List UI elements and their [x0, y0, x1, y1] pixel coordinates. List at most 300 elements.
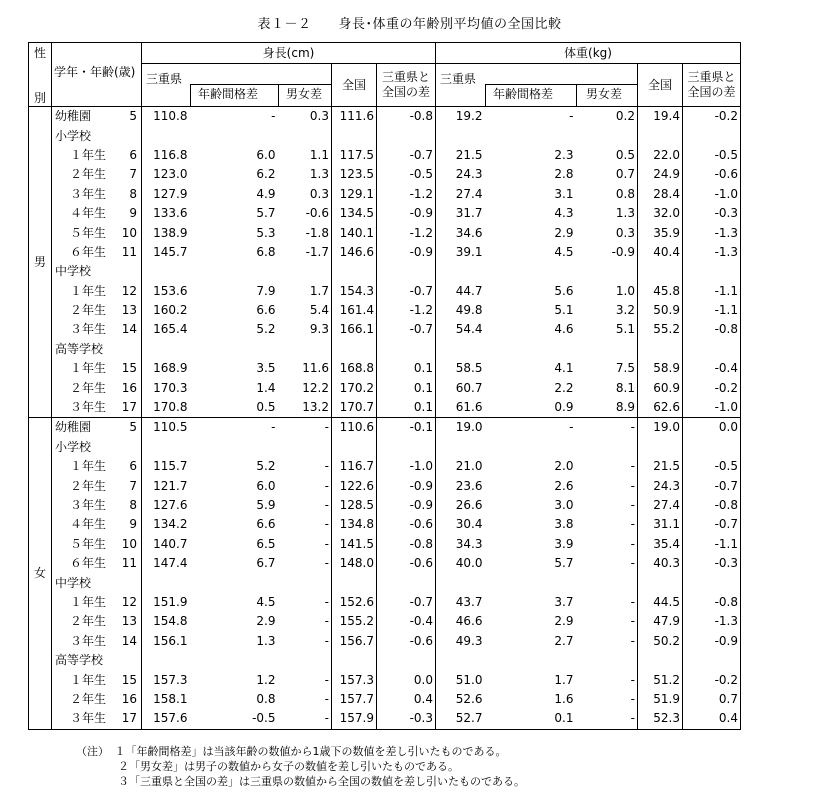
height-cell: [278, 438, 332, 457]
weight-cell: -1.1: [683, 301, 741, 320]
weight-group-header: 体重(kg): [436, 43, 741, 64]
height-cell: 110.6: [332, 418, 377, 438]
weight-cell: -1.3: [683, 223, 741, 242]
table-body: [29, 107, 741, 730]
height-cell: 170.2: [332, 378, 377, 397]
weight-cell: 62.6: [638, 398, 683, 418]
weight-cell: -0.5: [683, 457, 741, 476]
height-cell: 157.3: [142, 670, 190, 689]
row-label: １年生 6: [52, 457, 142, 476]
weight-cell: [576, 262, 638, 281]
weight-cell: 0.9: [485, 398, 576, 418]
weight-cell: 4.6: [554, 322, 574, 337]
weight-cell: 44.7: [436, 282, 485, 301]
height-cell: 13.2: [278, 398, 332, 418]
weight-cell: 3.7: [554, 594, 574, 609]
height-cell: -: [278, 418, 332, 438]
weight-cell: 1.6: [554, 691, 574, 706]
weight-cell: -0.2: [683, 670, 741, 689]
height-cell: [377, 340, 436, 359]
table-row: [29, 185, 741, 204]
table-row: [29, 301, 741, 320]
height-cell: 116.7: [332, 457, 377, 476]
weight-cell: -1.1: [683, 535, 741, 554]
weight-cell: [683, 126, 741, 145]
height-cell: 1.7: [278, 282, 332, 301]
height-cell: 0.1: [377, 359, 436, 378]
height-cell: -: [278, 670, 332, 689]
height-cell: [190, 651, 278, 670]
note-3: ３「三重県と全国の差」は三重県の数値から全国の数値を差し引いたものである。: [118, 775, 525, 788]
weight-cell: [436, 438, 485, 457]
height-cell: 170.3: [142, 378, 190, 397]
row-label: ２年生 7: [52, 476, 142, 495]
height-cell: [377, 262, 436, 281]
height-cell: [332, 651, 377, 670]
weight-cell: 47.9: [638, 612, 683, 631]
weight-cell: 24.3: [638, 476, 683, 495]
weight-cell: -: [576, 709, 638, 729]
height-cell: -0.7: [377, 282, 436, 301]
weight-cell: [485, 126, 576, 145]
row-label: ４年生 9: [52, 204, 142, 223]
height-cell: [278, 262, 332, 281]
weight-cell: 31.7: [436, 204, 485, 223]
weight-cell: -: [576, 535, 638, 554]
weight-cell: [683, 573, 741, 592]
table-row: [29, 204, 741, 223]
height-cell: -: [278, 535, 332, 554]
height-cell: 1.3: [256, 633, 276, 648]
weight-cell: 40.0: [436, 554, 485, 573]
weight-cell: 24.3: [436, 165, 485, 184]
weight-cell: 26.6: [436, 496, 485, 515]
height-cell: 147.4: [142, 554, 190, 573]
weight-cell: 5.6: [554, 283, 574, 298]
weight-cell: [485, 651, 576, 670]
height-cell: -0.3: [377, 709, 436, 729]
weight-cell: 40.3: [638, 554, 683, 573]
weight-cell: -: [576, 593, 638, 612]
height-cell: 134.2: [142, 515, 190, 534]
weight-cell: 2.2: [554, 380, 574, 395]
height-cell: 170.8: [142, 398, 190, 418]
weight-cell: 21.0: [436, 457, 485, 476]
height-cell: 157.7: [332, 690, 377, 709]
height-cell: 133.6: [142, 204, 190, 223]
weight-cell: 34.6: [436, 223, 485, 242]
weight-cell: 21.5: [638, 457, 683, 476]
height-cell: 161.4: [332, 301, 377, 320]
table-row: [29, 359, 741, 378]
height-cell: 0.0: [377, 670, 436, 689]
weight-cell: 44.5: [638, 593, 683, 612]
height-cell: -: [278, 612, 332, 631]
height-cell: -: [278, 709, 332, 729]
height-cell: 140.7: [142, 535, 190, 554]
height-cell: [142, 126, 190, 145]
row-label: 中学校: [52, 573, 142, 592]
row-label: １年生 15: [52, 359, 142, 378]
weight-cell: 51.9: [638, 690, 683, 709]
row-label: 高等学校: [52, 340, 142, 359]
weight-cell: -: [576, 632, 638, 651]
weight-cell: 19.0: [436, 418, 485, 438]
height-cell: 127.9: [142, 185, 190, 204]
weight-cell: 34.3: [436, 535, 485, 554]
table-title: 表１－２ 身長･体重の年齢別平均値の全国比較: [257, 17, 562, 32]
table-row: [29, 670, 741, 689]
height-cell: 157.6: [142, 709, 190, 729]
height-cell: [332, 340, 377, 359]
weight-cell: 4.5: [554, 244, 574, 259]
height-cell: 166.1: [332, 320, 377, 339]
weight-cell: [485, 573, 576, 592]
weight-cell: 8.9: [576, 398, 638, 418]
height-cell: 170.7: [332, 398, 377, 418]
row-label: １年生 12: [52, 282, 142, 301]
height-cell: 127.6: [142, 496, 190, 515]
height-cell: [332, 262, 377, 281]
height-cell: [332, 573, 377, 592]
weight-cell: 0.4: [683, 709, 741, 729]
weight-cell: [683, 262, 741, 281]
height-cell: -0.5: [190, 709, 278, 729]
height-cell: 0.3: [278, 185, 332, 204]
height-cell: -: [190, 418, 278, 438]
height-cell: -: [278, 593, 332, 612]
table-row: [29, 126, 741, 145]
table-row: [29, 554, 741, 573]
height-cell: 3.5: [256, 361, 276, 376]
weight-cell: 32.0: [638, 204, 683, 223]
weight-cell: [485, 340, 576, 359]
height-cell: -0.7: [377, 146, 436, 165]
height-cell: -: [278, 496, 332, 515]
row-label: 小学校: [52, 126, 142, 145]
table-row: [29, 340, 741, 359]
height-cell: 4.5: [256, 594, 276, 609]
table-row: [29, 515, 741, 534]
weight-cell: -: [576, 418, 638, 438]
height-cell: 1.2: [256, 672, 276, 687]
weight-cell: 21.5: [436, 146, 485, 165]
weight-cell: -0.8: [683, 593, 741, 612]
height-cell: 5.3: [256, 225, 276, 240]
height-cell: 6.2: [256, 167, 276, 182]
height-cell: [190, 573, 278, 592]
height-cell: -1.2: [377, 185, 436, 204]
weight-cell: 8.1: [576, 378, 638, 397]
table-row: [29, 165, 741, 184]
height-diff-header: 三重県と 全国の差: [377, 64, 436, 107]
height-cell: 168.8: [332, 359, 377, 378]
weight-cell: 27.4: [638, 496, 683, 515]
weight-cell: -0.9: [683, 632, 741, 651]
weight-cell: -0.2: [683, 378, 741, 397]
weight-cell: [485, 262, 576, 281]
weight-cell: [436, 126, 485, 145]
weight-cell: -0.6: [683, 165, 741, 184]
height-group-header: 身長(cm): [142, 43, 436, 64]
row-label: 幼稚園 5: [52, 107, 142, 127]
row-label: ６年生 11: [52, 554, 142, 573]
height-cell: [190, 126, 278, 145]
weight-cell: -: [576, 476, 638, 495]
weight-cell: 0.5: [576, 146, 638, 165]
weight-cell: [683, 340, 741, 359]
row-label: ２年生 13: [52, 612, 142, 631]
weight-cell: 45.8: [638, 282, 683, 301]
row-label: ２年生 13: [52, 301, 142, 320]
table-row: [29, 496, 741, 515]
weight-cell: 24.9: [638, 165, 683, 184]
weight-cell: 0.7: [576, 165, 638, 184]
table-row: [29, 438, 741, 457]
row-label: ２年生 16: [52, 378, 142, 397]
height-cell: -0.7: [377, 593, 436, 612]
height-cell: 0.8: [256, 691, 276, 706]
height-cell: 152.6: [332, 593, 377, 612]
row-label: 小学校: [52, 438, 142, 457]
weight-cell: [436, 340, 485, 359]
height-cell: 0.4: [377, 690, 436, 709]
weight-cell: [638, 438, 683, 457]
height-cell: -: [278, 476, 332, 495]
weight-cell: [576, 438, 638, 457]
height-cell: -0.6: [377, 554, 436, 573]
height-cell: -1.2: [377, 301, 436, 320]
height-cell: 0.3: [278, 107, 332, 127]
height-cell: -1.7: [278, 243, 332, 262]
weight-cell: 49.8: [436, 301, 485, 320]
weight-cell: -1.3: [683, 243, 741, 262]
height-cell: [377, 126, 436, 145]
height-cell: 5.9: [256, 498, 276, 512]
height-cell: [332, 438, 377, 457]
weight-cell: 35.9: [638, 223, 683, 242]
table-row: [29, 573, 741, 592]
weight-cell: 3.1: [554, 186, 574, 201]
weight-cell: 1.7: [554, 672, 574, 687]
row-label: １年生 15: [52, 670, 142, 689]
height-cell: 165.4: [142, 320, 190, 339]
weight-cell: -1.3: [683, 612, 741, 631]
height-cell: 148.0: [332, 554, 377, 573]
weight-cell: -0.8: [683, 496, 741, 515]
row-label: １年生 6: [52, 146, 142, 165]
weight-cell: -0.5: [683, 146, 741, 165]
notes: [76, 744, 525, 789]
height-cell: 5.4: [278, 301, 332, 320]
height-cell: 5.7: [256, 206, 276, 221]
height-cell: 156.1: [142, 632, 190, 651]
height-cell: [142, 573, 190, 592]
height-cell: 123.5: [332, 165, 377, 184]
height-cell: [142, 438, 190, 457]
weight-cell: -0.7: [683, 476, 741, 495]
weight-cell: 2.6: [554, 478, 574, 493]
height-cell: [332, 126, 377, 145]
weight-cell: 3.9: [554, 536, 574, 551]
weight-cell: 49.3: [436, 632, 485, 651]
height-cell: [377, 573, 436, 592]
weight-cell: -: [576, 457, 638, 476]
height-cell: 5.2: [256, 322, 276, 337]
height-cell: 158.1: [142, 690, 190, 709]
weight-cell: 58.5: [436, 359, 485, 378]
weight-cell: -: [576, 690, 638, 709]
table-row: [29, 709, 741, 729]
height-cell: 153.6: [142, 282, 190, 301]
row-label: 高等学校: [52, 651, 142, 670]
weight-cell: 0.1: [485, 709, 576, 729]
table-row: [29, 262, 741, 281]
height-cell: 134.8: [332, 515, 377, 534]
height-cell: 1.1: [278, 146, 332, 165]
table-row: [29, 320, 741, 339]
weight-cell: [683, 651, 741, 670]
height-cell: 2.9: [256, 614, 276, 629]
weight-cell: 0.0: [683, 418, 741, 438]
height-cell: 6.0: [256, 478, 276, 493]
height-cell: [278, 651, 332, 670]
weight-cell: 2.7: [554, 633, 574, 648]
row-label: ３年生 14: [52, 632, 142, 651]
weight-cell: 2.3: [554, 147, 574, 162]
weight-cell: 0.3: [576, 223, 638, 242]
weight-cell: 2.0: [554, 459, 574, 474]
weight-cell: -1.1: [683, 282, 741, 301]
weight-national-header: 全国: [638, 64, 683, 107]
table-row: [29, 282, 741, 301]
weight-cell: -0.8: [683, 320, 741, 339]
table-row: [29, 418, 741, 438]
height-cell: 151.9: [142, 593, 190, 612]
table-row: [29, 146, 741, 165]
row-label: 幼稚園 5: [52, 418, 142, 438]
height-cell: 155.2: [332, 612, 377, 631]
height-cell: -1.8: [278, 223, 332, 242]
weight-cell: 2.8: [554, 167, 574, 182]
height-cell: 6.7: [256, 556, 276, 571]
height-cell: 110.8: [142, 107, 190, 127]
weight-cell: [436, 573, 485, 592]
height-cell: [190, 438, 278, 457]
weight-cell: [638, 262, 683, 281]
table-row: [29, 398, 741, 418]
height-cell: 6.6: [256, 303, 276, 318]
height-cell: -0.9: [377, 496, 436, 515]
height-cell: 146.6: [332, 243, 377, 262]
weight-cell: 50.2: [638, 632, 683, 651]
height-cell: 6.5: [256, 536, 276, 551]
weight-cell: [683, 438, 741, 457]
weight-diff-header: 三重県と 全国の差: [683, 64, 741, 107]
note-2: ２「男女差」は男子の数値から女子の数値を差し引いたものである。: [118, 760, 459, 773]
row-label: ３年生 17: [52, 709, 142, 729]
weight-cell: 31.1: [638, 515, 683, 534]
row-label: ２年生 16: [52, 690, 142, 709]
height-cell: 9.3: [278, 320, 332, 339]
height-cell: [278, 573, 332, 592]
weight-cell: 61.6: [436, 398, 485, 418]
height-cell: -0.1: [377, 418, 436, 438]
weight-cell: 3.2: [576, 301, 638, 320]
weight-cell: 60.9: [638, 378, 683, 397]
weight-cell: -1.0: [683, 185, 741, 204]
weight-cell: 23.6: [436, 476, 485, 495]
height-cell: 5.2: [256, 459, 276, 474]
height-cell: -1.0: [377, 457, 436, 476]
table-row: [29, 457, 741, 476]
height-cell: 140.1: [332, 223, 377, 242]
height-cell: -0.5: [377, 165, 436, 184]
weight-cell: -0.3: [683, 554, 741, 573]
height-cell: -: [190, 107, 278, 127]
row-label: ５年生 10: [52, 223, 142, 242]
row-label: ３年生 17: [52, 398, 142, 418]
table-row: [29, 651, 741, 670]
table-row: [29, 535, 741, 554]
weight-cell: 52.6: [436, 690, 485, 709]
height-cell: 1.3: [278, 165, 332, 184]
weight-cell: -: [485, 418, 576, 438]
weight-mie-header: 三重県 年齢間格差 男女差: [436, 64, 638, 107]
weight-cell: -: [576, 670, 638, 689]
height-cell: 4.9: [256, 186, 276, 201]
height-cell: [142, 262, 190, 281]
height-cell: 157.3: [332, 670, 377, 689]
table-row: [29, 378, 741, 397]
height-cell: 154.3: [332, 282, 377, 301]
weight-cell: 51.0: [436, 670, 485, 689]
weight-cell: 19.0: [638, 418, 683, 438]
height-cell: 6.6: [256, 517, 276, 532]
weight-cell: -1.0: [683, 398, 741, 418]
height-cell: -: [278, 515, 332, 534]
height-cell: 111.6: [332, 107, 377, 127]
height-cell: 12.2: [278, 378, 332, 397]
height-cell: 0.5: [190, 398, 278, 418]
height-cell: -: [278, 690, 332, 709]
table-row: [29, 593, 741, 612]
weight-cell: [436, 262, 485, 281]
height-cell: [377, 438, 436, 457]
height-cell: 123.0: [142, 165, 190, 184]
height-cell: 160.2: [142, 301, 190, 320]
height-cell: 156.7: [332, 632, 377, 651]
comparison-table: [28, 42, 741, 730]
height-cell: 7.9: [256, 283, 276, 298]
height-cell: -0.7: [377, 320, 436, 339]
weight-cell: 28.4: [638, 185, 683, 204]
weight-cell: 2.9: [554, 225, 574, 240]
height-cell: 116.8: [142, 146, 190, 165]
height-cell: -: [278, 457, 332, 476]
height-cell: -: [278, 554, 332, 573]
height-cell: 122.6: [332, 476, 377, 495]
weight-cell: 2.9: [554, 614, 574, 629]
row-label: ３年生 8: [52, 185, 142, 204]
height-cell: [377, 651, 436, 670]
height-cell: 168.9: [142, 359, 190, 378]
weight-cell: 43.7: [436, 593, 485, 612]
height-cell: -0.8: [377, 535, 436, 554]
weight-cell: 52.7: [436, 709, 485, 729]
weight-cell: -0.2: [683, 107, 741, 127]
weight-cell: [576, 126, 638, 145]
